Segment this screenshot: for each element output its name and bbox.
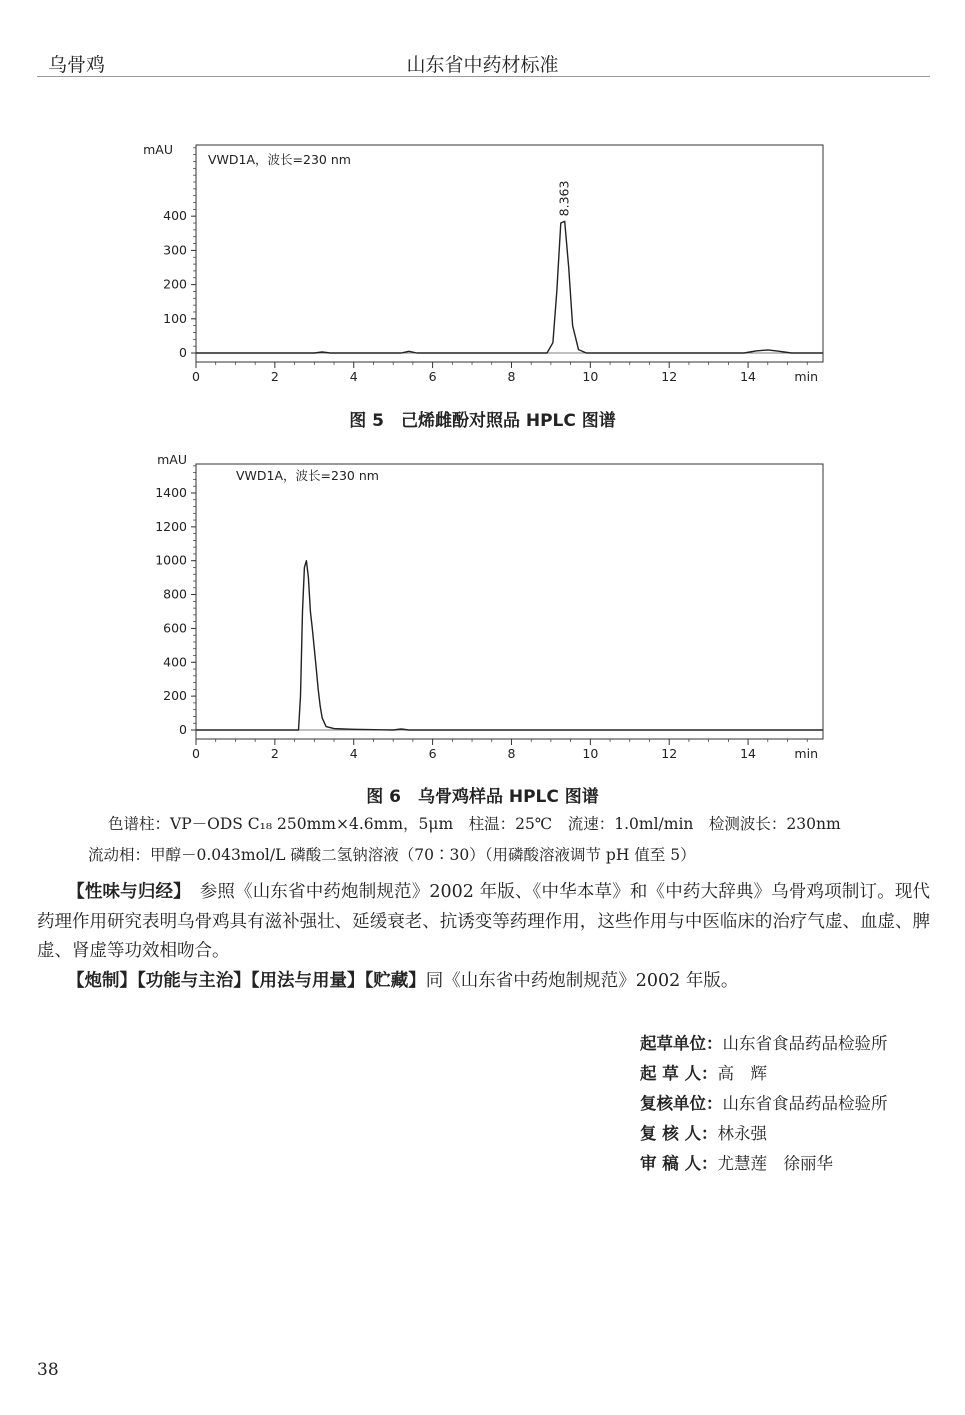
signature-row <box>640 1090 888 1114</box>
x-axis-label: min <box>794 369 818 384</box>
x-tick-label: 10 <box>582 369 599 384</box>
signature-row <box>640 1060 767 1084</box>
signature-value: 山东省食品药品检验所 <box>722 1034 888 1053</box>
chromatogram-trace <box>196 221 823 353</box>
x-tick-label: 0 <box>192 746 200 761</box>
x-tick-label: 8 <box>507 369 516 384</box>
signature-value: 尤慧莲 徐丽华 <box>717 1154 833 1173</box>
signature-value: 高 辉 <box>717 1064 767 1083</box>
signature-row <box>640 1120 767 1144</box>
detector-annotation: VWD1A，波长=230 nm <box>208 152 351 167</box>
signature-value: 山东省食品药品检验所 <box>722 1094 888 1113</box>
paragraph-processing <box>37 967 930 997</box>
y-tick-label: 1200 <box>155 518 187 534</box>
paragraph-properties <box>37 878 930 967</box>
header-rule <box>37 76 930 77</box>
chromatogram-figure-5 <box>0 130 965 390</box>
y-tick-label: 800 <box>163 586 187 602</box>
signature-label: 复核单位： <box>640 1094 723 1113</box>
detector-annotation: VWD1A，波长=230 nm <box>236 468 379 483</box>
page-number: 38 <box>37 1360 59 1380</box>
figure-5-caption: 图 5 己烯雌酚对照品 HPLC 图谱 <box>349 411 616 431</box>
plot-frame <box>196 145 823 362</box>
y-tick-label: 600 <box>163 620 187 636</box>
peak-retention-label: 8.363 <box>556 180 572 217</box>
running-header-title: 山东省中药材标准 <box>406 54 559 76</box>
y-tick-label: 200 <box>163 276 187 292</box>
signature-label: 审 稿 人： <box>640 1154 718 1173</box>
x-tick-label: 6 <box>428 746 437 761</box>
x-tick-label: 0 <box>192 369 200 384</box>
y-tick-label: 400 <box>163 208 187 224</box>
plot-frame <box>196 464 823 739</box>
y-tick-label: 0 <box>179 345 187 360</box>
signature-label: 复 核 人： <box>640 1124 718 1143</box>
x-tick-label: 6 <box>428 369 437 384</box>
x-tick-label: 14 <box>740 746 757 761</box>
chromatography-conditions: 色谱柱：VP－ODS C₁₈ 250mm×4.6mm，5μm 柱温：25℃ 流速：1.0ml/min 检测波长：230nm <box>108 815 841 833</box>
x-tick-label: 4 <box>349 746 358 761</box>
section-label-processing: 【炮制】【功能与主治】【用法与用量】【贮藏】 <box>67 971 426 991</box>
signature-row <box>640 1030 888 1054</box>
y-tick-label: 1400 <box>155 484 187 500</box>
signature-row <box>640 1150 833 1174</box>
running-header-left: 乌骨鸡 <box>48 54 106 76</box>
x-axis-label: min <box>794 746 818 761</box>
signature-label: 起草单位： <box>640 1034 723 1053</box>
y-axis-label: mAU <box>157 452 187 467</box>
y-tick-label: 0 <box>179 722 187 737</box>
paragraph-processing-text: 同《山东省中药炮制规范》2002 年版。 <box>425 971 739 991</box>
y-axis-label: mAU <box>143 142 173 157</box>
chromatogram-trace <box>196 561 823 730</box>
y-tick-label: 1000 <box>155 552 187 568</box>
x-tick-label: 14 <box>740 369 757 384</box>
y-tick-label: 100 <box>163 310 187 326</box>
x-tick-label: 8 <box>507 746 516 761</box>
y-tick-label: 300 <box>163 242 187 258</box>
paragraph-properties-text: 参照《山东省中药炮制规范》2002 年版、《中华本草》和《中药大辞典》乌骨鸡项制订。现代药理作用研究表明乌骨鸡具有滋补强壮、延缓衰老、抗诱变等药理作用，这些作用与中医临床的治疗气虚、血虚、脾虚、肾虚等功效相吻合。 <box>37 882 930 961</box>
x-tick-label: 10 <box>582 746 599 761</box>
y-tick-label: 200 <box>163 688 187 704</box>
figure-6-caption: 图 6 乌骨鸡样品 HPLC 图谱 <box>366 787 599 807</box>
signature-value: 林永强 <box>717 1124 767 1143</box>
signature-label: 起 草 人： <box>640 1064 718 1083</box>
section-label-properties: 【性味与归经】 <box>67 882 183 902</box>
x-tick-label: 2 <box>270 746 279 761</box>
x-tick-label: 4 <box>349 369 358 384</box>
mobile-phase: 流动相：甲醇－0.043mol/L 磷酸二氢钠溶液（70∶30）（用磷酸溶液调节 pH 值至 5） <box>88 846 696 864</box>
x-tick-label: 12 <box>661 369 678 384</box>
x-tick-label: 12 <box>661 746 678 761</box>
chromatogram-figure-6 <box>0 448 965 778</box>
x-tick-label: 2 <box>270 369 279 384</box>
y-tick-label: 400 <box>163 654 187 670</box>
